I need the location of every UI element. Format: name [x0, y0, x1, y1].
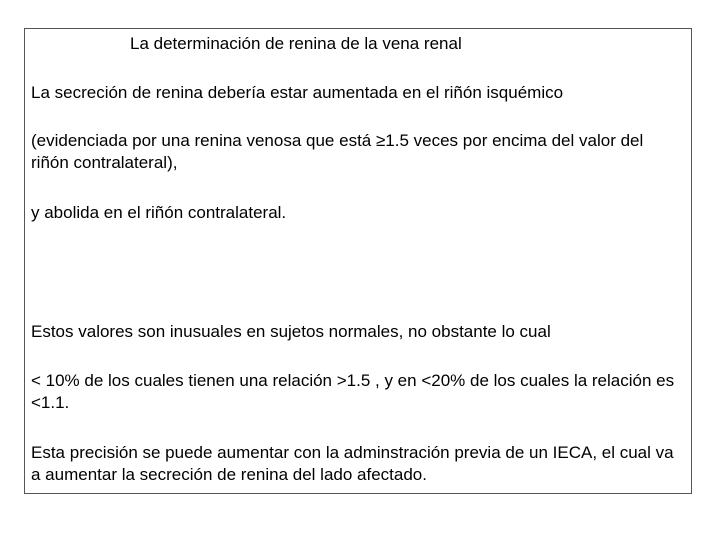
paragraph-ieca: Esta precisión se puede aumentar con la adminstración previa de un IECA, el cual va a aumentar la secreción de renina del lado afectado. — [31, 443, 674, 484]
paragraph-ratio-stats: < 10% de los cuales tienen una relación >1.5 , y en <20% de los cuales la relación es <1.1. — [31, 371, 675, 412]
slide-title: La determinación de renina de la vena renal — [130, 34, 462, 53]
paragraph-ischemic-kidney: La secreción de renina debería estar aumentada en el riñón isquémico — [31, 83, 564, 102]
paragraph-contralateral: y abolida en el riñón contralateral. — [31, 203, 287, 222]
paragraph-normal-subjects: Estos valores son inusuales en sujetos normales, no obstante lo cual — [31, 322, 551, 341]
paragraph-renin-ratio: (evidenciada por una renina venosa que está ≥1.5 veces por encima del valor del riñón contralateral), — [31, 131, 644, 172]
